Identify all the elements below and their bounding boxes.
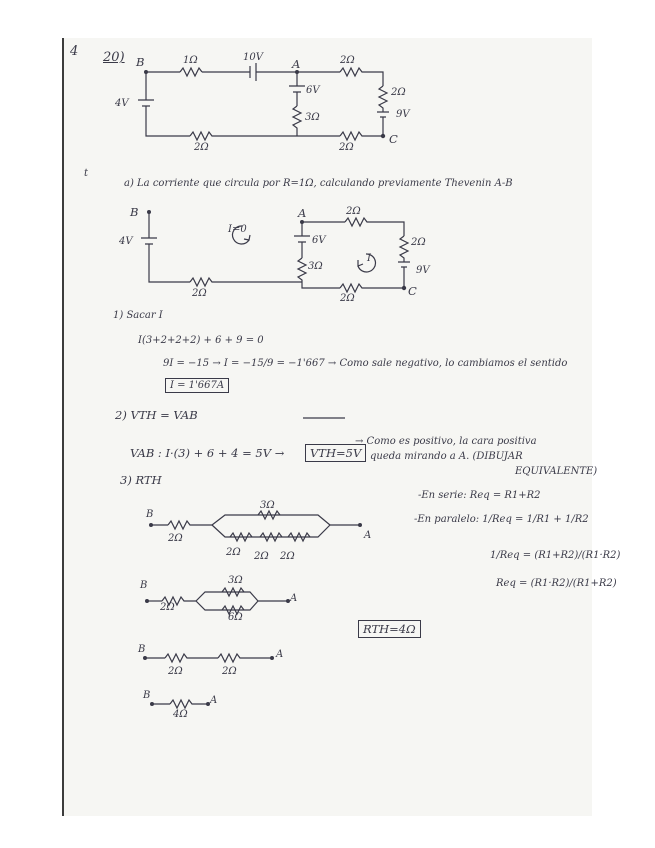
c1-v-top: 10V (243, 52, 263, 63)
red3-node-a: A (276, 649, 284, 660)
c1-v-left: 4V (115, 98, 129, 109)
problem-number: 20) (103, 50, 125, 65)
c2-r-mid: 3Ω (308, 261, 323, 272)
red1-r-upper: 3Ω (260, 500, 275, 511)
c1-v-right: 9V (396, 109, 410, 120)
c2-v-left: 4V (119, 236, 133, 247)
c1-r-bottom-right: 2Ω (339, 142, 354, 153)
red4-node-b: B (143, 690, 151, 701)
red2-node-b: B (140, 580, 148, 591)
red1-r-series: 2Ω (168, 533, 183, 544)
margin-mark: t (84, 168, 89, 179)
c1-r-right: 2Ω (391, 87, 406, 98)
c2-r-bottom-right: 2Ω (340, 293, 355, 304)
step2-note-1: → Como es positivo, la cara positiva (355, 436, 537, 447)
step1-heading: 1) Sacar I (113, 310, 163, 321)
step2-result: VTH=5V (305, 444, 366, 462)
c1-node-b: B (136, 55, 145, 69)
step1-eq1: I(3+2+2+2) + 6 + 9 = 0 (138, 335, 264, 346)
red3-r-1: 2Ω (168, 666, 183, 677)
formula-paralelo: -En paralelo: 1/Req = 1/R1 + 1/R2 (414, 514, 589, 525)
c1-v-mid: 6V (306, 85, 320, 96)
c2-r-top: 2Ω (346, 206, 361, 217)
c2-loop-current: I (367, 253, 371, 264)
circuit-2 (141, 210, 410, 292)
red2-r-series: 2Ω (160, 602, 175, 613)
red1-node-b: B (146, 509, 154, 520)
formula-paralelo-2: 1/Req = (R1+R2)/(R1·R2) (490, 550, 621, 561)
c2-r-bottom-left: 2Ω (192, 288, 207, 299)
c1-r-mid: 3Ω (305, 112, 320, 123)
formula-paralelo-3: Req = (R1·R2)/(R1+R2) (496, 578, 617, 589)
c2-v-right: 9V (416, 265, 430, 276)
c2-node-a: A (298, 206, 307, 220)
step2-note-2: queda mirando a A. (DIBUJAR (370, 451, 523, 462)
c2-node-b: B (130, 205, 139, 219)
step3-result: RTH=4Ω (358, 620, 421, 638)
red2-node-a: A (290, 593, 298, 604)
step2-heading: 2) VTH = VAB (115, 408, 198, 422)
step1-eq2: 9I = −15 → I = −15/9 = −1'667 → Como sale negativo, lo cambiamos el sentido (163, 358, 568, 369)
page-number: 4 (70, 44, 79, 59)
c1-r-top: 1Ω (183, 55, 198, 66)
step3-heading: 3) RTH (120, 473, 162, 487)
reduction-4 (150, 700, 210, 708)
red3-r-2: 2Ω (222, 666, 237, 677)
reduction-3 (143, 654, 274, 662)
step2-eq: VAB : I·(3) + 6 + 4 = 5V → (130, 446, 285, 460)
red1-r-lower-3: 2Ω (280, 551, 295, 562)
red2-r-upper: 3Ω (228, 575, 243, 586)
red1-node-a: A (364, 530, 372, 541)
red1-r-lower-2: 2Ω (254, 551, 269, 562)
c1-r-bottom-left: 2Ω (194, 142, 209, 153)
c1-node-c: C (389, 132, 398, 146)
circuit-1 (138, 63, 389, 140)
part-a-statement: a) La corriente que circula por R=1Ω, calculando previamente Thevenin A-B (124, 178, 513, 189)
formula-serie: -En serie: Req = R1+R2 (418, 490, 541, 501)
c2-v-mid: 6V (312, 235, 326, 246)
red4-node-a: A (210, 695, 218, 706)
c1-r-top-right: 2Ω (340, 55, 355, 66)
c2-node-c: C (408, 284, 417, 298)
step2-note-3: EQUIVALENTE) (515, 466, 598, 477)
red4-r: 4Ω (173, 709, 188, 720)
step1-result: I = 1'667A (165, 378, 229, 393)
red2-r-lower: 6Ω (228, 612, 243, 623)
c2-i-left: I=0 (228, 224, 247, 235)
c1-node-a: A (292, 57, 301, 71)
red1-r-lower-1: 2Ω (226, 547, 241, 558)
red3-node-b: B (138, 644, 146, 655)
c2-r-right: 2Ω (411, 237, 426, 248)
